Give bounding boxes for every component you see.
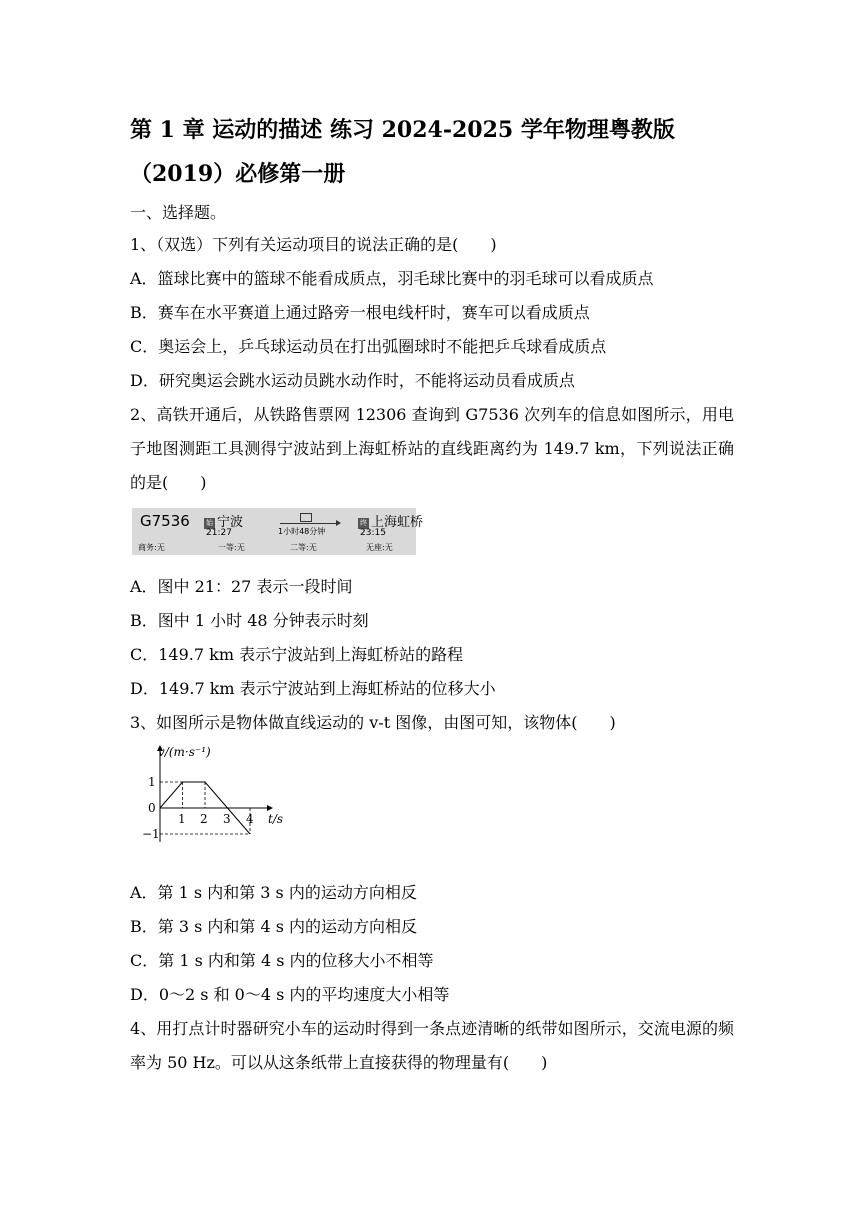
y-axis-label: v/(m·s⁻¹) xyxy=(158,745,211,759)
q3-option-c: C．第 1 s 内和第 4 s 内的位移大小不相等 xyxy=(130,951,434,970)
q2-option-b: B．图中 1 小时 48 分钟表示时刻 xyxy=(130,611,369,630)
section-heading: 一、选择题。 xyxy=(130,203,227,222)
train-info-image xyxy=(132,508,424,555)
train-number: G7536 xyxy=(140,512,190,530)
vt-graph xyxy=(140,742,300,852)
seat-none: 无座:无 xyxy=(366,543,393,552)
x-tick-2: 2 xyxy=(200,812,208,826)
document-title: 第 1 章 运动的描述 练习 2024-2025 学年物理粤教版（2019）必修第一册 xyxy=(130,117,675,187)
train-to-name: 上海虹桥 xyxy=(371,515,424,530)
arrow-icon xyxy=(336,520,341,526)
q3-option-d: D．0～2 s 和 0～4 s 内的平均速度大小相等 xyxy=(130,985,450,1004)
train-icon xyxy=(300,513,312,522)
q3-stem: 3、如图所示是物体做直线运动的 v-t 图像，由图可知，该物体( ) xyxy=(130,713,616,732)
end-badge: 终 xyxy=(360,519,367,527)
q3-option-a: A．第 1 s 内和第 3 s 内的运动方向相反 xyxy=(130,883,417,902)
start-badge: 始 xyxy=(206,519,213,527)
y-tick-1: 1 xyxy=(148,775,156,789)
q1-option-b: B．赛车在水平赛道上通过路旁一根电线杆时，赛车可以看成质点 xyxy=(130,303,590,322)
q1-option-d: D．研究奥运会跳水运动员跳水动作时，不能将运动员看成质点 xyxy=(130,371,575,390)
x-tick-1: 1 xyxy=(178,812,186,826)
y-tick-neg1: −1 xyxy=(142,827,160,841)
arrow-line xyxy=(280,523,338,524)
train-arrive: 23:15 xyxy=(360,528,386,538)
q1-stem: 1、（双选）下列有关运动项目的说法正确的是( ) xyxy=(130,235,497,254)
q2-option-d: D．149.7 km 表示宁波站到上海虹桥站的位移大小 xyxy=(130,679,496,698)
x-tick-3: 3 xyxy=(223,812,231,826)
seat-business: 商务:无 xyxy=(138,543,165,552)
train-duration: 1小时48分钟 xyxy=(278,527,326,536)
seat-first: 一等:无 xyxy=(218,543,245,552)
q2-stem: 2、高铁开通后，从铁路售票网 12306 查询到 G7536 次列车的信息如图所示，用电子地图测距工具测得宁波站到上海虹桥站的直线距离约为 149.7 km，下列说法正确的是( ) xyxy=(130,405,734,492)
train-from-name: 宁波 xyxy=(217,515,244,530)
q4-stem: 4、用打点计时器研究小车的运动时得到一条点迹清晰的纸带如图所示，交流电源的频率为 50 Hz。可以从这条纸带上直接获得的物理量有( ) xyxy=(130,1019,734,1072)
q3-option-b: B．第 3 s 内和第 4 s 内的运动方向相反 xyxy=(130,917,418,936)
seat-second: 二等:无 xyxy=(290,543,317,552)
train-depart: 21:27 xyxy=(206,528,232,538)
q1-option-c: C．奥运会上，乒乓球运动员在打出弧圈球时不能把乒乓球看成质点 xyxy=(130,337,607,356)
q1-option-a: A．篮球比赛中的篮球不能看成质点，羽毛球比赛中的羽毛球可以看成质点 xyxy=(130,269,654,288)
x-axis-label: t/s xyxy=(268,812,284,826)
y-tick-0: 0 xyxy=(148,801,156,815)
x-tick-4: 4 xyxy=(246,812,254,826)
q2-option-c: C．149.7 km 表示宁波站到上海虹桥站的路程 xyxy=(130,645,464,664)
q2-option-a: A．图中 21：27 表示一段时间 xyxy=(130,577,353,596)
